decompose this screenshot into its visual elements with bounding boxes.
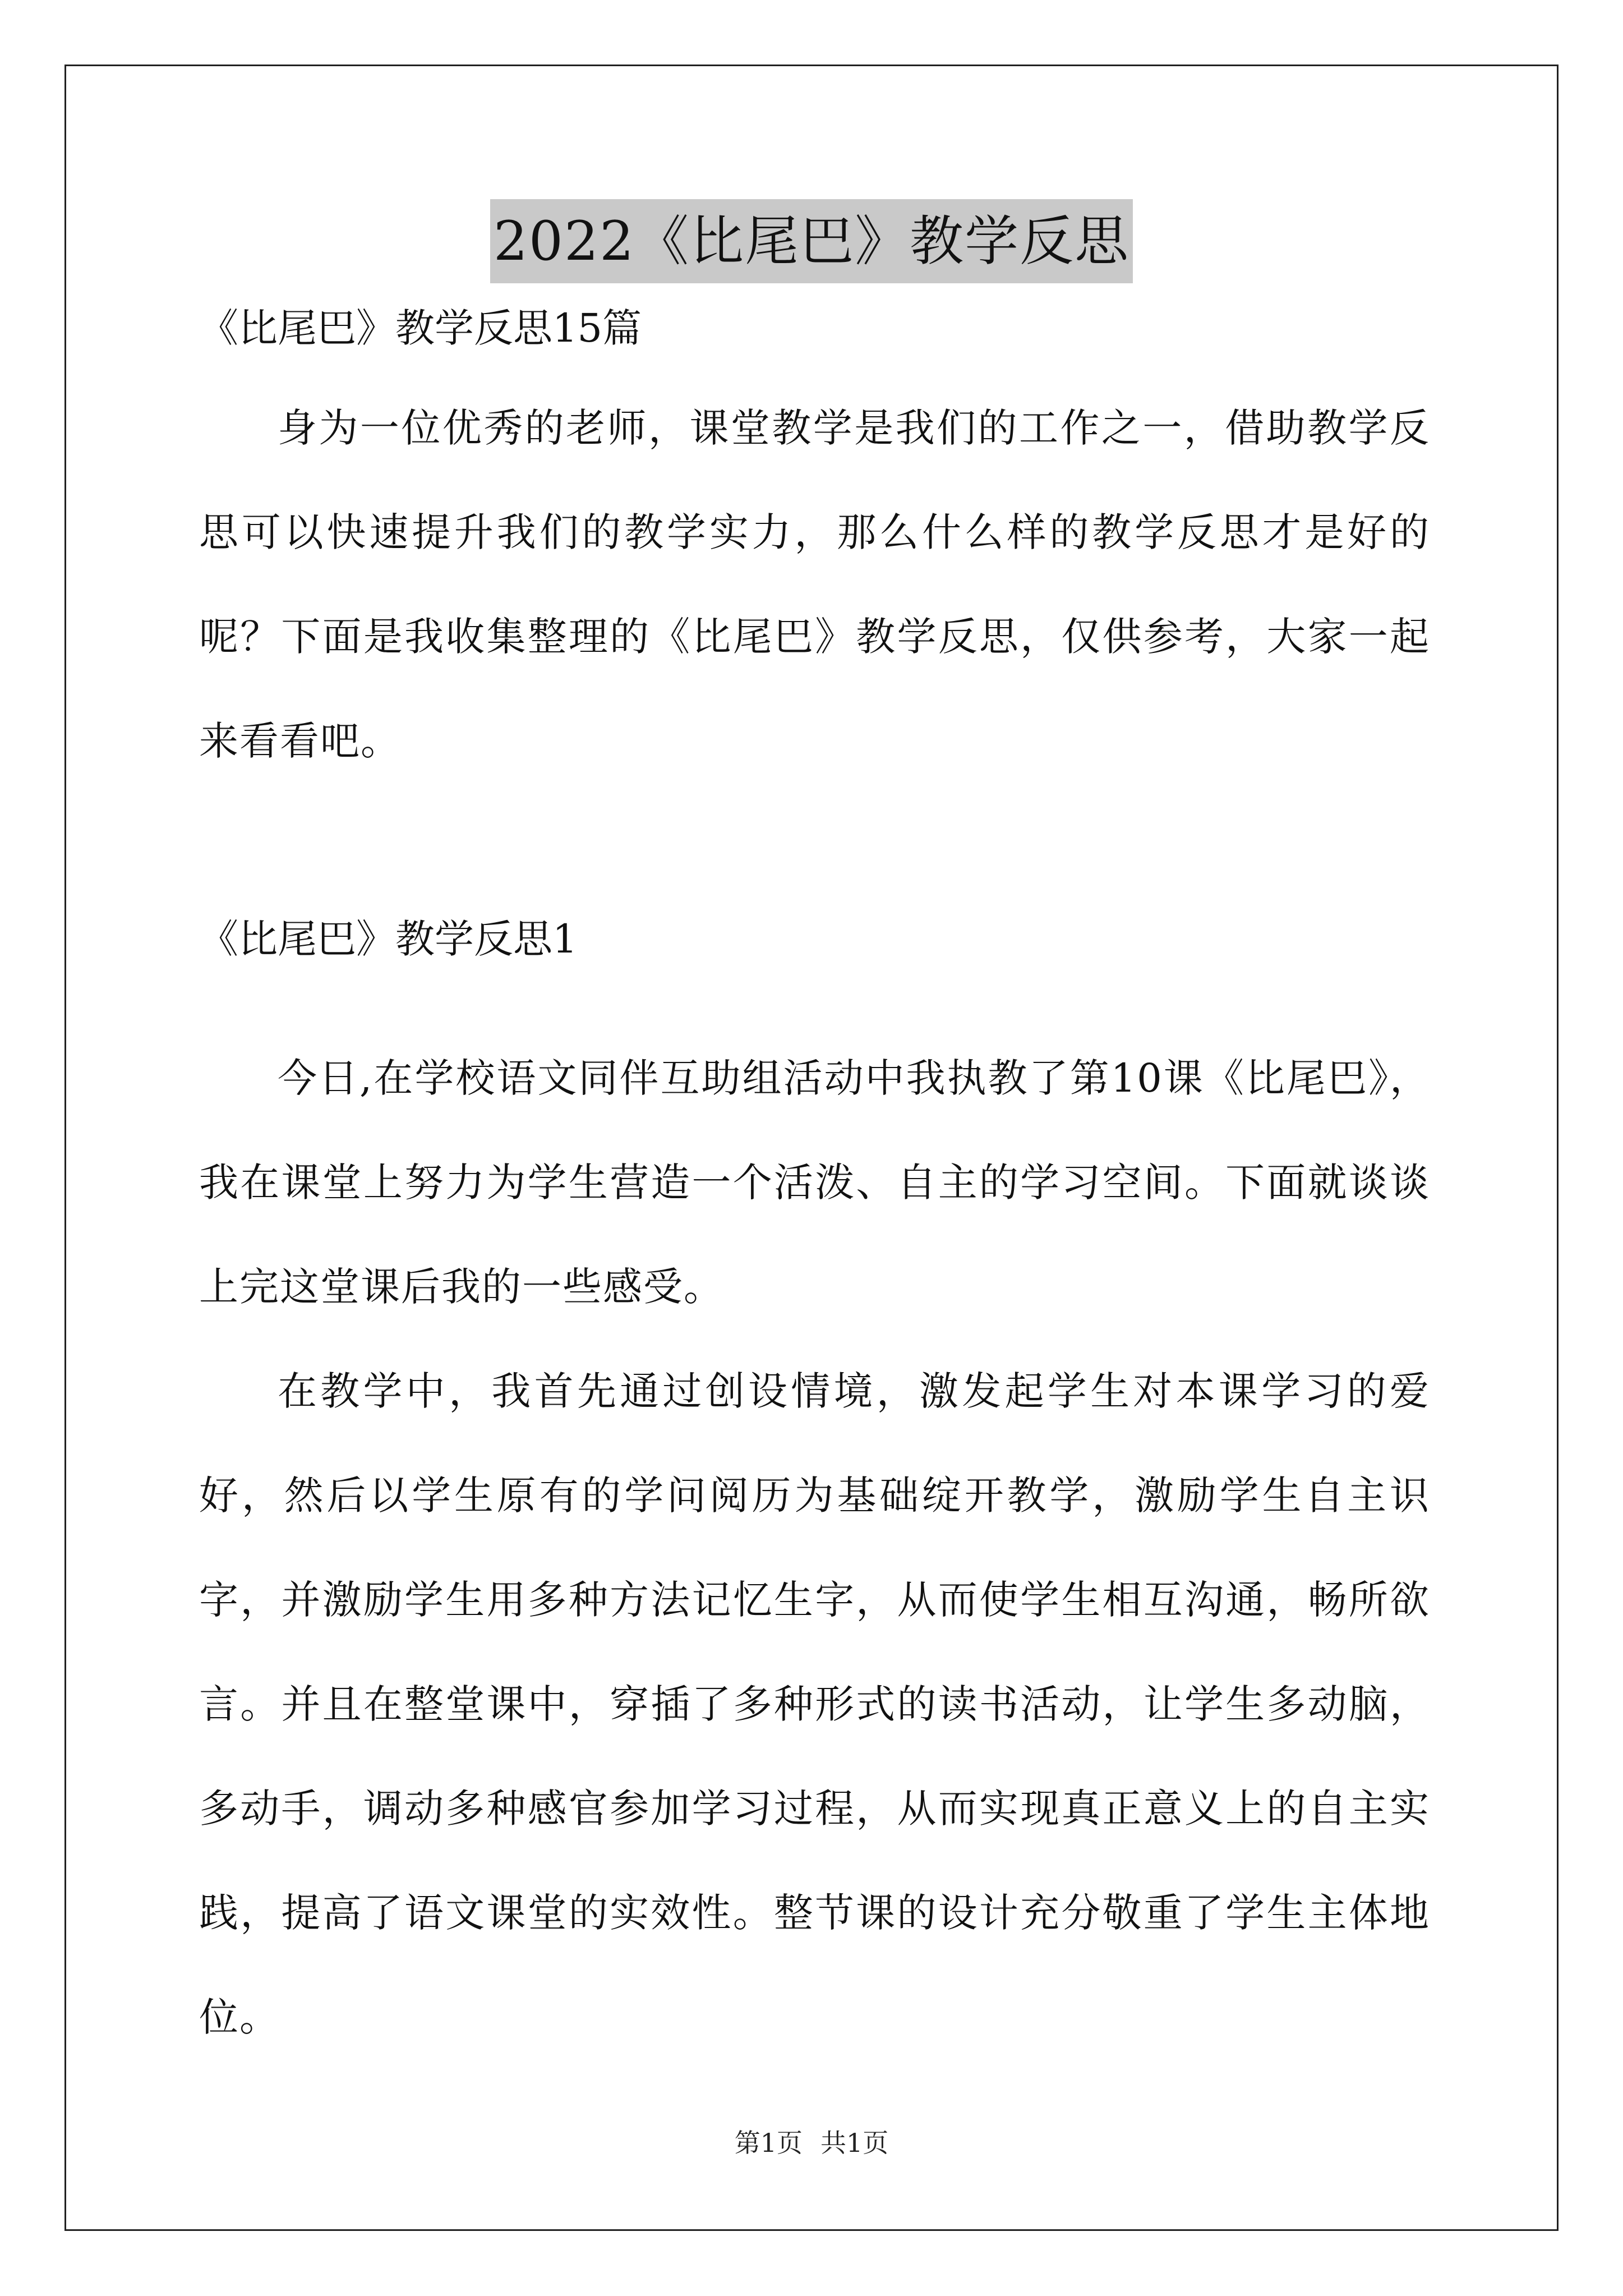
document-body <box>199 303 1430 2069</box>
document-subtitle: 《比尾巴》教学反思15篇 <box>199 305 642 351</box>
body-paragraph: 在教学中，我首先通过创设情境，激发起学生对本课学习的爱好，然后以学生原有的学问阅历为基础绽开教学，激励学生自主识字，并激励学生用多种方法记忆生字，从而使学生相互沟通，畅所欲言。并且在整堂课中，穿插了多种形式的读书活动，让学生多动脑，多动手，调动多种感官参加学习过程，从而实现真正意义上的自主实践，提高了语文课堂的实效性。整节课的设计充分敬重了学生主体地位。 <box>199 1368 1430 2040</box>
page-total: 共1页 <box>820 2128 889 2158</box>
section-heading: 《比尾巴》教学反思1 <box>199 916 578 962</box>
intro-paragraph: 身为一位优秀的老师，课堂教学是我们的工作之一，借助教学反思可以快速提升我们的教学实力，那么什么样的教学反思才是好的呢？下面是我收集整理的《比尾巴》教学反思，仅供参考，大家一起来看看吧。 <box>199 405 1430 764</box>
document-title: 2022《比尾巴》教学反思 <box>490 199 1133 283</box>
section-spacer <box>199 793 1430 914</box>
title-container <box>0 199 1623 283</box>
body-paragraph: 今日,在学校语文同伴互助组活动中我执教了第10课《比尾巴》，我在课堂上努力为学生营造一个活泼、自主的学习空间。下面就谈谈上完这堂课后我的一些感受。 <box>199 1055 1430 1310</box>
page-footer <box>0 2126 1623 2160</box>
page-number: 第1页 <box>734 2128 803 2158</box>
